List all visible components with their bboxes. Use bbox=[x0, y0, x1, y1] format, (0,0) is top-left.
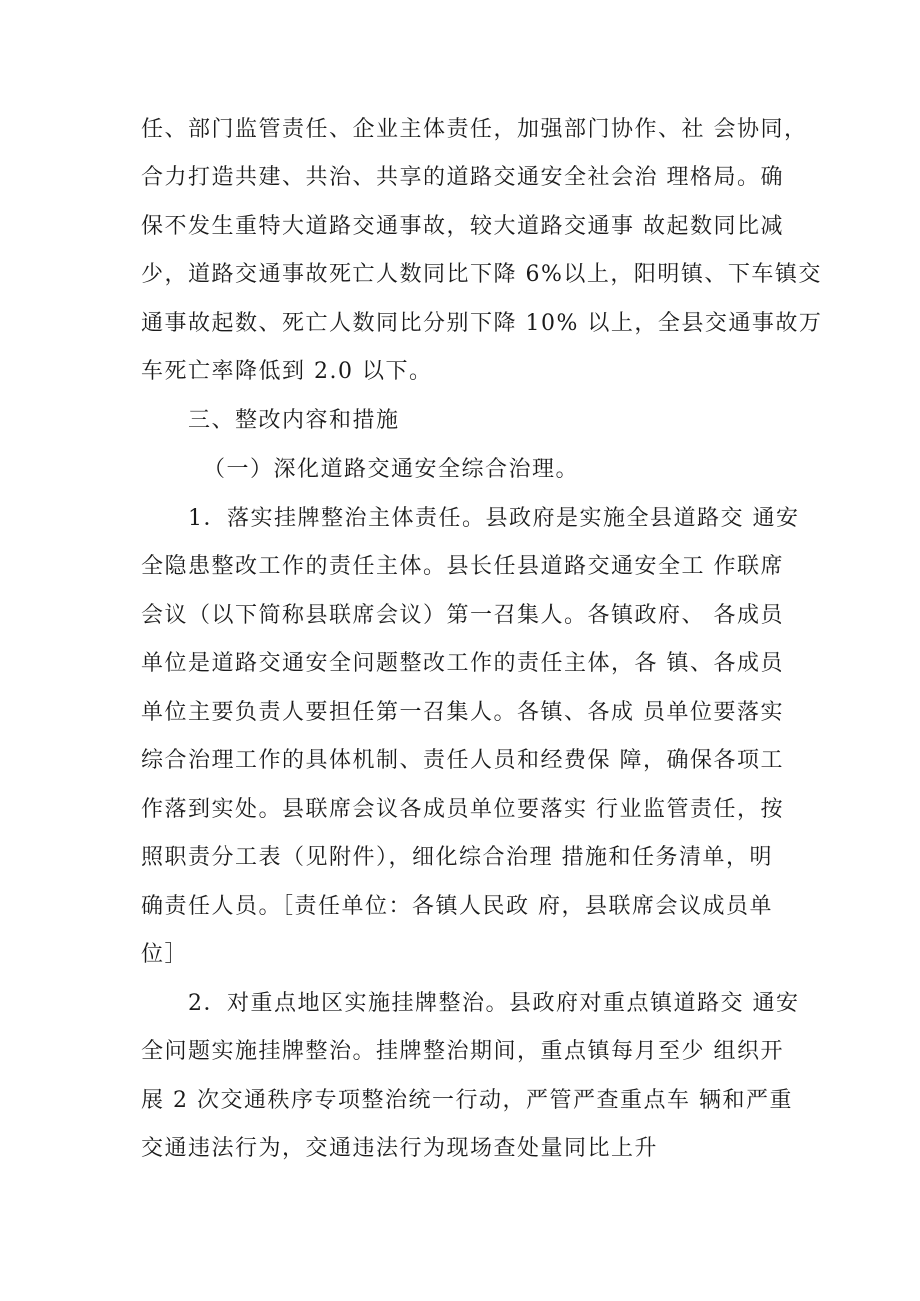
text-line: 位］ bbox=[141, 942, 189, 967]
subsection-heading: （一）深化道路交通安全综合治理。 bbox=[203, 457, 580, 482]
text-line: 全隐患整改工作的责任主体。县长任县道路交通安全工 作联席 bbox=[141, 554, 784, 579]
text-line: 1．落实挂牌整治主体责任。县政府是实施全县道路交 通安 bbox=[188, 506, 800, 531]
text-line: 会议（以下简称县联席会议）第一召集人。各镇政府、 各成员 bbox=[141, 603, 784, 628]
text-line: 交通违法行为，交通违法行为现场查处量同比上升 bbox=[141, 1136, 659, 1161]
text-line: 车死亡率降低到 2.0 以下。 bbox=[141, 359, 433, 384]
text-line: 单位是道路交通安全问题整改工作的责任主体，各 镇、各成员 bbox=[141, 651, 784, 676]
text-line: 作落到实处。县联席会议各成员单位要落实 行业监管责任，按 bbox=[141, 797, 784, 822]
text-line: 单位主要负责人要担任第一召集人。各镇、各成 员单位要落实 bbox=[141, 700, 784, 725]
text-line: 照职责分工表（见附件），细化综合治理 措施和任务清单，明 bbox=[141, 845, 773, 870]
text-line: 2．对重点地区实施挂牌整治。县政府对重点镇道路交 通安 bbox=[188, 991, 800, 1016]
text-line: 合力打造共建、共治、共享的道路交通安全社会治 理格局。确 bbox=[141, 165, 784, 190]
text-line: 确责任人员。［责任单位：各镇人民政 府，县联席会议成员单 bbox=[141, 894, 773, 919]
section-heading: 三、整改内容和措施 bbox=[188, 408, 400, 433]
text-line: 展 2 次交通秩序专项整治统一行动，严管严查重点车 辆和严重 bbox=[141, 1088, 793, 1113]
text-line: 全问题实施挂牌整治。挂牌整治期间，重点镇每月至少 组织开 bbox=[141, 1039, 784, 1064]
text-line: 保不发生重特大道路交通事故，较大道路交通事 故起数同比减 bbox=[141, 214, 784, 239]
text-line: 任、部门监管责任、企业主体责任，加强部门协作、社 会协同， bbox=[141, 117, 808, 142]
text-line: 少，道路交通事故死亡人数同比下降 6%以上，阳明镇、下车镇交 bbox=[141, 262, 822, 287]
text-line: 通事故起数、死亡人数同比分别下降 10% 以上，全县交通事故万 bbox=[141, 311, 823, 336]
text-line: 综合治理工作的具体机制、责任人员和经费保 障，确保各项工 bbox=[141, 748, 784, 773]
